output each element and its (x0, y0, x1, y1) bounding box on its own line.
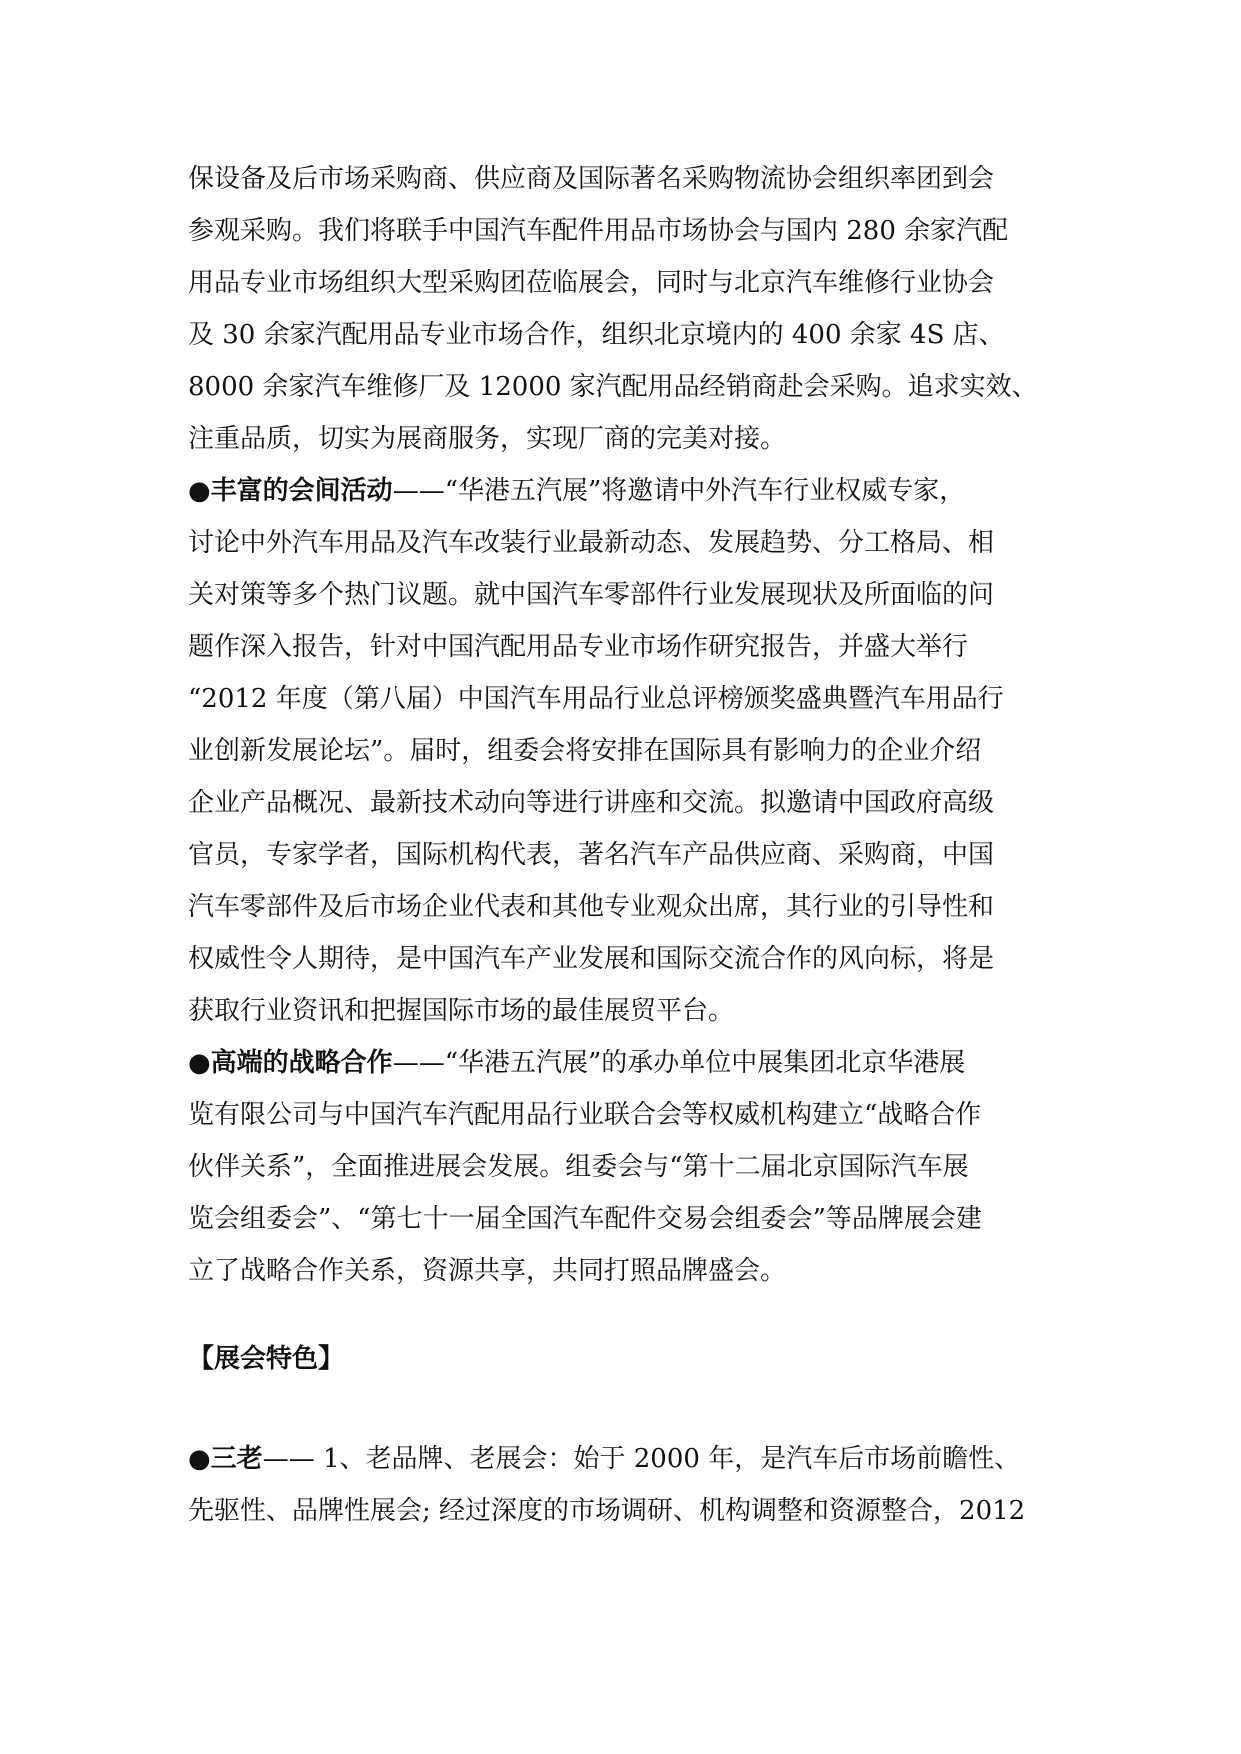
intro-line: 8000 余家汽车维修厂及 12000 家汽配用品经销商赴会采购。追求实效、 (188, 372, 1038, 402)
cooperation-paragraph (188, 1037, 1078, 1297)
features-first-line-text: —— 1、老品牌、老展会：始于 2000 年，是汽车后市场前瞻性、 (262, 1444, 1021, 1474)
intro-line: 用品专业市场组织大型采购团莅临展会，同时与北京汽车维修行业协会 (188, 268, 995, 298)
section-heading: 【展会特色】 (188, 1344, 345, 1374)
cooperation-lead: ●高端的战略合作 (188, 1048, 393, 1078)
cooperation-first-line-text: ——“华港五汽展”的承办单位中展集团北京华港展 (392, 1048, 966, 1078)
activities-line: 关对策等多个热门议题。就中国汽车零部件行业发展现状及所面临的问 (188, 580, 995, 610)
activities-line: 题作深入报告，针对中国汽配用品专业市场作研究报告，并盛大举行 (188, 632, 969, 662)
activities-line: 业创新发展论坛”。届时，组委会将安排在国际具有影响力的企业介绍 (188, 736, 982, 766)
intro-line: 及 30 余家汽配用品专业市场合作，组织北京境内的 400 余家 4S 店、 (188, 320, 1005, 350)
cooperation-line: 伙伴关系”，全面推进展会发展。组委会与“第十二届北京国际汽车展 (188, 1152, 969, 1182)
activities-line: “2012 年度（第八届）中国汽车用品行业总评榜颁奖盛典暨汽车用品行 (188, 684, 1004, 714)
features-paragraph (188, 1433, 1078, 1537)
features-line: 先驱性、品牌性展会; 经过深度的市场调研、机构调整和资源整合，2012 (188, 1496, 1026, 1526)
activities-line: 获取行业资讯和把握国际市场的最佳展贸平台。 (188, 996, 735, 1026)
activities-line: 权威性令人期待，是中国汽车产业发展和国际交流合作的风向标，将是 (188, 944, 995, 974)
activities-line: 企业产品概况、最新技术动向等进行讲座和交流。拟邀请中国政府高级 (188, 788, 995, 818)
features-lead: ●三老 (188, 1444, 263, 1474)
activities-paragraph (188, 465, 1078, 1037)
intro-line: 注重品质，切实为展商服务，实现厂商的完美对接。 (188, 424, 787, 454)
cooperation-line: 览会组委会”、“第七十一届全国汽车配件交易会组委会”等品牌展会建 (188, 1204, 982, 1234)
intro-line: 保设备及后市场采购商、供应商及国际著名采购物流协会组织率团到会 (188, 164, 995, 194)
cooperation-line: 览有限公司与中国汽车汽配用品行业联合会等权威机构建立“战略合作 (188, 1100, 982, 1130)
activities-first-line (188, 465, 1078, 517)
activities-line: 讨论中外汽车用品及汽车改装行业最新动态、发展趋势、分工格局、相 (188, 528, 995, 558)
cooperation-first-line (188, 1037, 1078, 1089)
activities-line: 官员，专家学者，国际机构代表，著名汽车产品供应商、采购商，中国 (188, 840, 995, 870)
activities-lead: ●丰富的会间活动 (188, 476, 393, 506)
activities-line: 汽车零部件及后市场企业代表和其他专业观众出席，其行业的引导性和 (188, 892, 995, 922)
activities-first-line-text: ——“华港五汽展”将邀请中外汽车行业权威专家， (392, 476, 966, 506)
heading-spacer (188, 1385, 1078, 1433)
cooperation-line: 立了战略合作关系，资源共享，共同打照品牌盛会。 (188, 1256, 787, 1286)
section-spacer (188, 1297, 1078, 1333)
features-first-line (188, 1433, 1078, 1485)
document-body (188, 153, 1078, 1537)
intro-paragraph (188, 153, 1078, 465)
intro-line: 参观采购。我们将联手中国汽车配件用品市场协会与国内 280 余家汽配 (188, 216, 1009, 246)
